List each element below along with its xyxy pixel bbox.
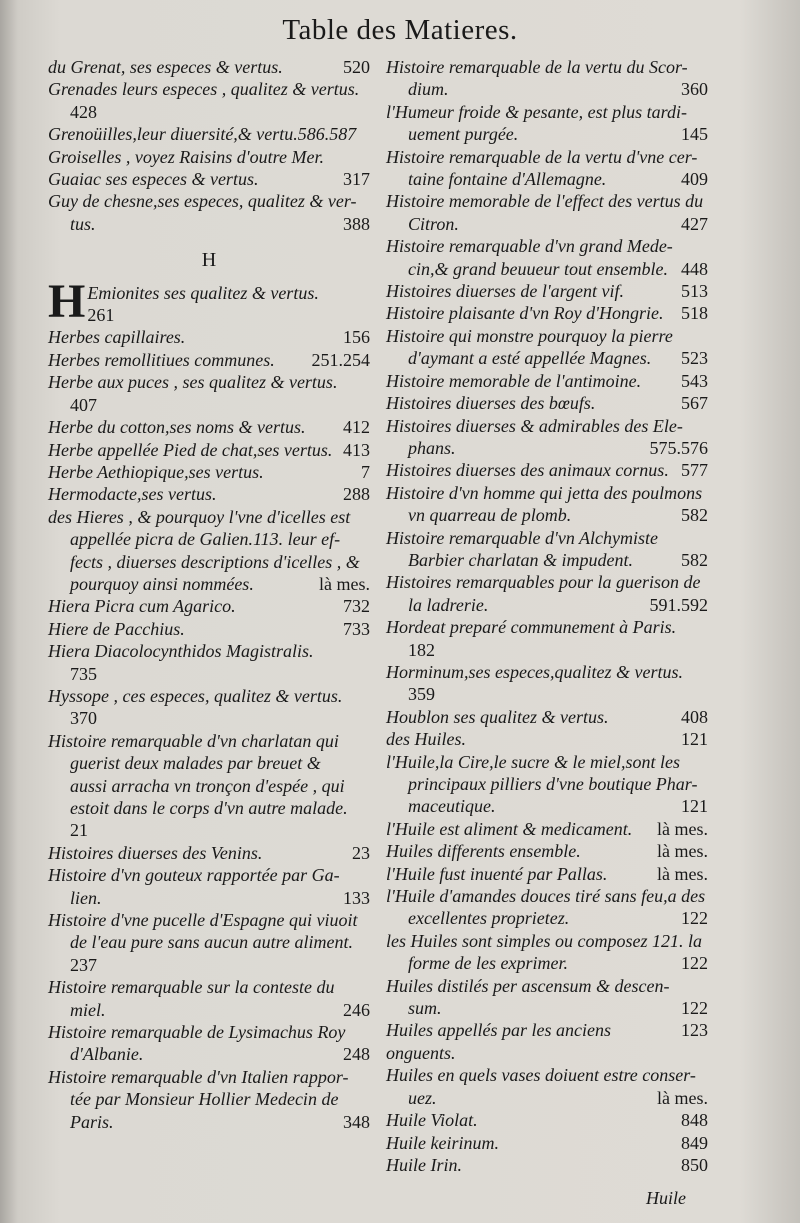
index-entry [48,326,370,348]
entry-text: Histoires diuerses de l'argent vif. [386,281,624,302]
index-entry [386,706,708,728]
index-entry [48,640,370,662]
page-reference: 582 [681,505,708,526]
entry-text: uement purgée. [408,124,519,145]
page-reference: 121 [681,729,708,750]
page-reference: 288 [343,484,370,505]
entry-text: Paris. [70,1111,114,1132]
index-entry [386,863,708,885]
entry-text: sum. [408,998,442,1019]
entry-text: l'Huile d'amandes douces tiré sans feu,a des [386,886,706,907]
entry-text: estoit dans le corps d'vn autre malade. [70,798,348,818]
entry-text: Grenades leurs especes , qualitez & vertus. [48,79,360,100]
index-entry [48,909,370,931]
entry-text: Herbe Aethiopique,ses vertus. [48,461,264,482]
page-reference: 408 [681,706,708,727]
page-reference: 122 [681,953,708,974]
index-entry [48,685,370,707]
page-reference: 413 [343,439,370,460]
index-entry [48,618,370,640]
page-reference: 567 [681,393,708,414]
entry-text: Hermodacte,ses vertus. [48,484,217,505]
entry-text: principaux pilliers d'vne boutique Phar- [408,774,698,794]
index-entry [48,528,370,550]
index-entry [48,78,370,100]
page-number: 261 [87,305,115,326]
entry-text: Hordeat preparé communement à Paris. [386,617,677,638]
page-reference: 577 [681,460,708,481]
page-reference: 123 [681,1020,708,1041]
entry-text: Histoire d'vne pucelle d'Espagne qui viuoit [48,910,358,931]
entry-text: Histoire remarquable sur la conteste du [48,977,335,998]
entry-text: l'Huile fust inuenté par Pallas. [386,863,608,884]
index-entry [48,146,370,168]
entry-text: Huile keirinum. [386,1132,499,1153]
page-reference: 122 [681,998,708,1019]
index-entry [386,885,708,907]
page-reference: 145 [681,124,708,145]
index-entry [386,123,708,145]
entry-text: Histoires diuerses des animaux cornus. [386,460,669,481]
entry-text: de l'eau pure sans aucun autre aliment. [70,932,353,953]
index-entry [386,370,708,392]
entry-text: Huiles en quels vases doiuent estre conser- [386,1065,696,1086]
entry-text: Histoire remarquable de la vertu d'vne cer- [386,146,698,167]
index-entry [386,818,708,840]
index-entry [386,594,708,616]
entry-text: Histoire remarquable d'vn charlatan qui [48,730,339,751]
entry-text: Histoire plaisante d'vn Roy d'Hongrie. [386,303,664,324]
index-entry [386,1087,708,1109]
index-entry [386,415,708,437]
entry-text: vn quarreau de plomb. [408,505,572,526]
entry-text: tée par Monsieur Hollier Medecin de [70,1089,339,1110]
index-entry [386,1132,708,1154]
index-column-right [386,56,708,1176]
index-entry [386,459,708,481]
entry-text: fects , diuerses descriptions d'icelles , & [70,551,360,572]
index-entry [386,437,708,459]
index-entry [386,168,708,190]
entry-text: Horminum,ses especes,qualitez & vertus. [386,661,683,682]
index-entry [386,907,708,929]
index-entry [48,752,370,774]
index-entry [386,392,708,414]
page-reference: 849 [681,1132,708,1153]
entry-text: Histoire remarquable de Lysimachus Roy [48,1022,346,1043]
page-reference: 575.576 [649,437,708,458]
index-entry [48,168,370,190]
page-number: 428 [70,101,97,122]
page-reference: 23 [352,842,370,863]
page-reference: 409 [681,169,708,190]
index-entry [48,439,370,461]
entry-text: Groiselles , voyez Raisins d'outre Mer. [48,146,324,167]
index-entry [386,728,708,750]
page-reference: 732 [343,596,370,617]
entry-text: les Huiles sont simples ou composez 121. la [386,930,702,951]
entry-text: maceutique. [408,796,496,817]
index-entry [386,213,708,235]
page-reference: 388 [343,213,370,234]
page-reference: 448 [681,258,708,279]
page-reference: 412 [343,417,370,438]
entry-text: phans. [408,437,456,458]
entry-text: des Huiles. [386,729,466,750]
entry-text: des Hieres , & pourquoy l'vne d'icelles est [48,506,351,527]
index-entry [386,258,708,280]
index-entry [48,371,370,393]
entry-text: Huiles distilés per ascensum & descen- [386,975,670,996]
index-entry [386,952,708,974]
page-reference: 543 [681,370,708,391]
page-reference: 348 [343,1111,370,1132]
index-entry [48,483,370,505]
entry-text: Herbe appellée Pied de chat,ses vertus. [48,439,333,460]
entry-text: Histoire remarquable d'vn Italien rappor- [48,1066,349,1087]
index-entry [48,931,370,953]
page-reference: là mes. [657,863,708,884]
index-entry [386,1109,708,1131]
index-entry [386,1154,708,1176]
index-entry [48,506,370,528]
page-reference: là mes. [657,841,708,862]
index-entry [386,616,708,638]
index-entry [48,551,370,573]
index-entry [48,56,370,78]
entry-text: Histoire memorable de l'effect des vertus du [386,191,704,212]
entry-text: uez. [408,1087,437,1108]
index-entry [386,504,708,526]
entry-text: Histoires diuerses & admirables des Ele- [386,415,683,436]
page-reference: 246 [343,999,370,1020]
page-number: 370 [70,708,97,729]
index-entry [386,78,708,100]
entry-text: Guy de chesne,ses especes, qualitez & ver- [48,191,357,212]
entry-text: tus. [70,213,96,234]
page-number: 735 [70,663,97,684]
index-entry [48,1066,370,1088]
entry-text: Histoire d'vn gouteux rapportée par Ga- [48,865,340,886]
index-entry [386,101,708,123]
entry-text: Hiere de Pacchius. [48,618,185,639]
page-reference: 360 [681,79,708,100]
entry-text: Herbe aux puces , ses qualitez & vertus. [48,372,338,393]
catchword: Huile [646,1188,686,1208]
entry-text: appellée picra de Galien.113. leur ef- [70,529,341,550]
page-reference: 518 [681,303,708,324]
entry-text: taine fontaine d'Allemagne. [408,169,607,190]
entry-text: l'Huile est aliment & medicament. [386,818,633,839]
entry-text: Citron. [408,213,459,234]
index-entry [386,773,708,795]
page-reference: 850 [681,1154,708,1175]
page-number: 407 [70,394,97,415]
page-reference: 7 [361,461,370,482]
index-entry [386,190,708,212]
index-entry [386,795,708,817]
entry-text: Histoires diuerses des bœufs. [386,393,596,414]
page-reference: 248 [343,1044,370,1065]
index-entry [48,842,370,864]
index-entry [386,751,708,773]
entry-text: excellentes proprietez. [408,908,570,929]
index-entry [48,1111,370,1133]
entry-text: Huile Irin. [386,1154,462,1175]
index-entry [48,775,370,797]
page-reference: 733 [343,618,370,639]
index-entry [386,325,708,347]
page-reference: là mes. [657,1087,708,1108]
index-entry [48,213,370,235]
entry-text: aussi arracha vn tronçon d'espée , qui [70,775,345,796]
index-entry [48,1088,370,1110]
index-entry [48,123,370,145]
page-reference: 848 [681,1110,708,1131]
entry-text: Histoires diuerses des Venins. [48,842,263,863]
entry-text: Herbes capillaires. [48,327,186,348]
page-reference: 122 [681,908,708,929]
index-entry [48,976,370,998]
entry-text: Barbier charlatan & impudent. [408,549,633,570]
page-title: Table des Matieres. [282,14,518,46]
index-entry [386,146,708,168]
index-entry [386,235,708,257]
entry-text: Huiles differents ensemble. [386,841,581,862]
entry-text: Histoires remarquables pour la guerison de [386,572,701,593]
index-entry [386,527,708,549]
entry-text: Emionites ses qualitez & vertus. [87,282,319,303]
entry-text: d'Albanie. [70,1044,144,1065]
index-entry [48,190,370,212]
entry-text: Huile Violat. [386,1110,478,1131]
index-entry [48,864,370,886]
entry-text: Hyssope , ces especes, qualitez & vertus. [48,685,343,706]
index-entry [48,999,370,1021]
page-reference: là mes. [319,573,370,594]
entry-text: d'aymant a esté appellée Magnes. [408,348,652,369]
page-reference: 251.254 [311,349,370,370]
index-entry [386,571,708,593]
index-entry [386,280,708,302]
index-entry [386,975,708,997]
index-entry [48,416,370,438]
entry-text: forme de les exprimer. [408,953,568,974]
page-reference: 520 [343,57,370,77]
page-reference: là mes. [657,818,708,839]
entry-text: Histoire remarquable d'vn Alchymiste [386,527,658,548]
entry-text: Histoire qui monstre pourquoy la pierre [386,325,673,346]
entry-text: du Grenat, ses especes & vertus. [48,57,283,77]
index-entry [48,1021,370,1043]
index-entry [48,730,370,752]
page-number: 182 [408,639,435,660]
entry-text: Histoire d'vn homme qui jetta des poulmons [386,482,703,503]
entry-text: Hiera Diacolocynthidos Magistralis. [48,641,314,662]
entry-text: Histoire remarquable d'vn grand Mede- [386,236,673,257]
entry-text: miel. [70,999,106,1020]
index-entry [48,887,370,909]
index-entry [386,1019,708,1064]
entry-text: Grenoüilles,leur diuersité,& vertu.586.587 [48,124,357,145]
entry-text: lien. [70,887,102,908]
page-reference: 317 [343,169,370,190]
drop-cap-letter: H [48,281,86,327]
entry-text: pourquoy ainsi nommées. [70,573,254,594]
index-entry [48,461,370,483]
index-entry [386,347,708,369]
index-column-left [48,56,370,1133]
page-number: 237 [70,954,97,975]
page-reference: 591.592 [649,594,708,615]
index-entry [48,595,370,617]
entry-text: guerist deux malades par breuet & [70,753,321,774]
index-entry [386,549,708,571]
entry-text: dium. [408,79,449,100]
index-entry [386,302,708,324]
page-reference: 156 [343,327,370,348]
entry-text: Histoire remarquable de la vertu du Scor- [386,57,688,77]
entry-text: Guaiac ses especes & vertus. [48,169,259,190]
index-entry [386,482,708,504]
entry-text: Herbes remollitiues communes. [48,349,275,370]
entry-text: l'Humeur froide & pesante, est plus tardi- [386,101,687,122]
page-reference: 582 [681,549,708,570]
entry-text: Hiera Picra cum Agarico. [48,596,236,617]
index-entry [386,1064,708,1086]
entry-text: l'Huile,la Cire,le sucre & le miel,sont les [386,751,680,772]
index-entry [386,56,708,78]
entry-text: la ladrerie. [408,594,489,615]
page-reference: 133 [343,887,370,908]
index-entry [48,1043,370,1065]
dropcap-entry [48,282,370,327]
index-entry [386,997,708,1019]
page-reference: 523 [681,348,708,369]
index-entry [48,349,370,371]
page-number: 359 [408,684,435,705]
entry-text: Histoire memorable de l'antimoine. [386,370,642,391]
index-entry [48,573,370,595]
index-entry [386,930,708,952]
entry-text: Houblon ses qualitez & vertus. [386,706,609,727]
page-number: 21 [70,820,88,841]
entry-text: Herbe du cotton,ses noms & vertus. [48,417,306,438]
page-reference: 513 [681,281,708,302]
entry-text: Huiles appellés par les anciens onguents. [386,1020,611,1063]
index-entry [48,797,370,819]
section-letter: H [201,249,217,272]
page-reference: 427 [681,213,708,234]
page-reference: 121 [681,796,708,817]
entry-text: cin,& grand beuueur tout ensemble. [408,258,668,279]
index-entry [386,840,708,862]
index-entry [386,661,708,683]
